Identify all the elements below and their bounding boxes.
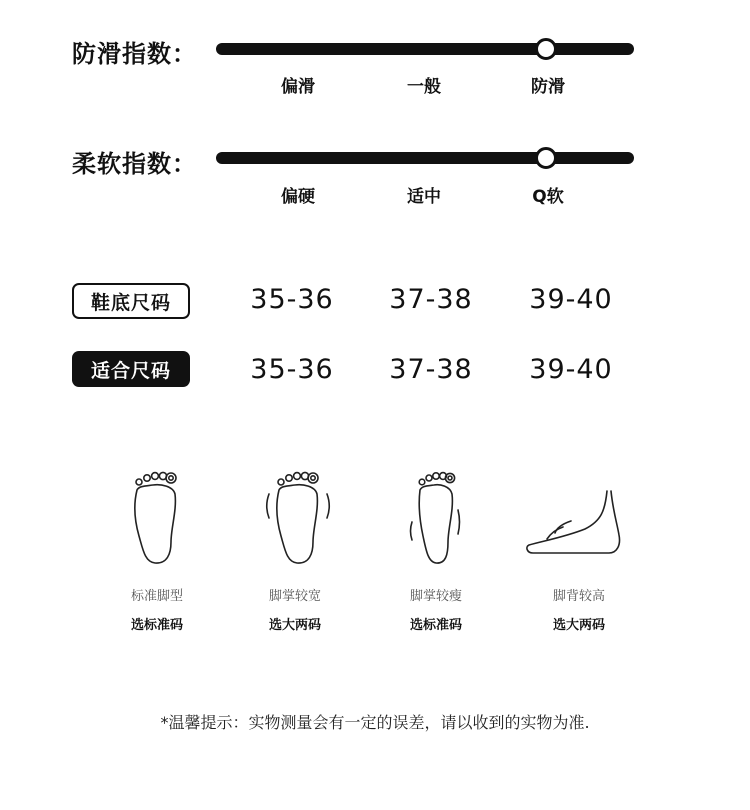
foot-type-caption-3: 脚掌较瘦 <box>409 589 462 604</box>
anti-slip-tick-1: 偏滑 <box>281 77 315 97</box>
sole-size-header: 鞋底尺码 <box>72 283 190 319</box>
foot-type-recommendation-1: 选标准码 <box>130 618 183 633</box>
softness-tick-2: 适中 <box>407 187 441 207</box>
sole-size-2: 37-38 <box>389 284 473 315</box>
fit-size-1: 35-36 <box>250 354 334 385</box>
fit-size-header: 适合尺码 <box>72 351 190 387</box>
measurement-note: *温馨提示：实物测量会有一定的误差，请以收到的实物为准. <box>160 713 590 732</box>
wide-foot-icon <box>235 466 355 566</box>
anti-slip-label: 防滑指数： <box>72 40 197 68</box>
softness-indicator <box>535 147 557 169</box>
softness-label: 柔软指数： <box>72 150 197 178</box>
foot-type-recommendation-4: 选大两码 <box>552 618 605 633</box>
foot-type-recommendation-3: 选标准码 <box>409 618 462 633</box>
fit-size-3: 39-40 <box>529 354 613 385</box>
foot-type-recommendation-2: 选大两码 <box>268 618 321 633</box>
softness-tick-3: Q软 <box>532 187 564 207</box>
anti-slip-tick-3: 防滑 <box>531 77 565 97</box>
foot-type-caption-4: 脚背较高 <box>552 589 605 604</box>
anti-slip-tick-2: 一般 <box>407 77 441 97</box>
narrow-foot-icon <box>376 466 496 566</box>
softness-tick-1: 偏硬 <box>281 187 315 207</box>
fit-size-2: 37-38 <box>389 354 473 385</box>
anti-slip-indicator <box>535 38 557 60</box>
foot-type-caption-2: 脚掌较宽 <box>268 589 321 604</box>
sole-size-3: 39-40 <box>529 284 613 315</box>
standard-foot-icon <box>97 466 217 566</box>
anti-slip-track <box>216 43 634 55</box>
high-instep-foot-icon <box>521 476 641 576</box>
softness-track <box>216 152 634 164</box>
sole-size-1: 35-36 <box>250 284 334 315</box>
foot-type-caption-1: 标准脚型 <box>130 589 183 604</box>
